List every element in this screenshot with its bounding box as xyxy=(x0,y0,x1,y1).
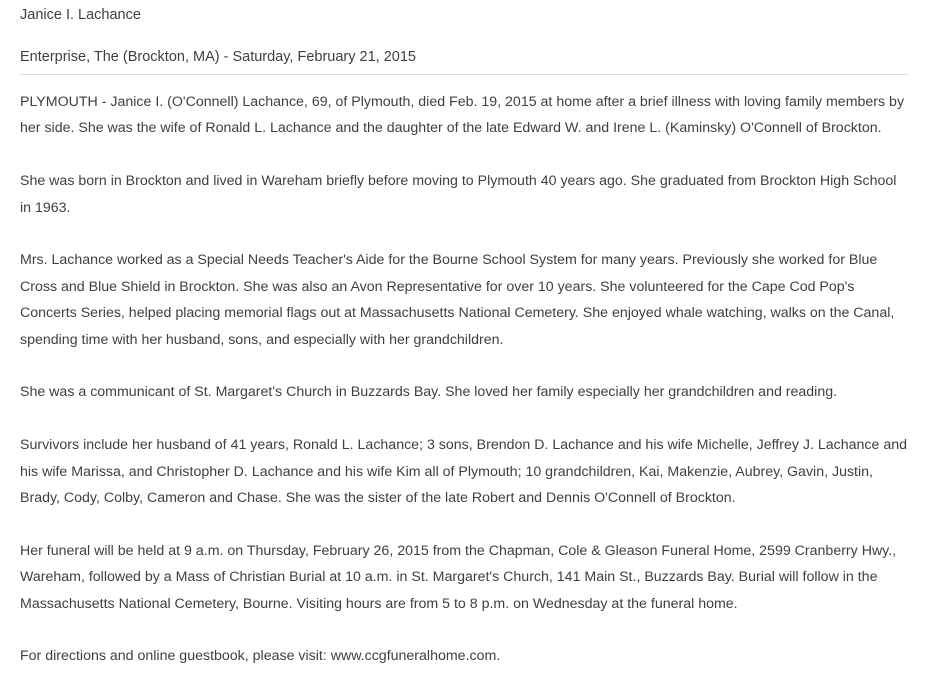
obituary-paragraph-3: Mrs. Lachance worked as a Special Needs Teacher's Aide for the Bourne School System for many years. Previously she worked for Blue Cross and Blue Shield in Brockton. She was also an Avon Representative for over 10 years. She volunteered for the Cape Cod Pop's Concerts Series, helped placing memorial flags out at Massachusetts National Cemetery. She enjoyed whale watching, walks on the Canal, spending time with her husband, sons, and especially with her grandchildren. xyxy=(20,252,895,348)
obituary-body xyxy=(20,89,910,696)
obituary-paragraph-5: Survivors include her husband of 41 years, Ronald L. Lachance; 3 sons, Brendon D. Lachance and his wife Michelle, Jeffrey J. Lachance and his wife Marissa, and Christopher D. Lachance and his wife Kim all of Plymouth; 10 grandchildren, Kai, Makenzie, Aubrey, Gavin, Justin, Brady, Cody, Colby, Cameron and Chase. She was the sister of the late Robert and Dennis O'Connell of Brockton. xyxy=(20,437,907,507)
obituary-paragraph-7: For directions and online guestbook, please visit: www.ccgfuneralhome.com. xyxy=(20,648,501,665)
publication-source-date: Enterprise, The (Brockton, MA) - Saturday, February 21, 2015 xyxy=(20,49,416,65)
header-divider xyxy=(20,74,908,75)
obituary-paragraph-6: Her funeral will be held at 9 a.m. on Thursday, February 26, 2015 from the Chapman, Cole & Gleason Funeral Home, 2599 Cranberry Hwy., Wareham, followed by a Mass of Christian Burial at 10 a.m. in St. Margaret's Church, 141 Main St., Buzzards Bay. Burial will follow in the Massachusetts National Cemetery, Bourne. Visiting hours are from 5 to 8 p.m. on Wednesday at the funeral home. xyxy=(20,542,897,612)
obituary-paragraph-4: She was a communicant of St. Margaret's Church in Buzzards Bay. She loved her family especially her grandchildren and reading. xyxy=(20,384,838,401)
obituary-paragraph-1: PLYMOUTH - Janice I. (O'Connell) Lachance, 69, of Plymouth, died Feb. 19, 2015 at home after a brief illness with loving family members by her side. She was the wife of Ronald L. Lachance and the daughter of the late Edward W. and Irene L. (Kaminsky) O'Connell of Brockton. xyxy=(20,94,905,137)
obituary-name: Janice I. Lachance xyxy=(20,7,141,23)
obituary-paragraph-2: She was born in Brockton and lived in Wareham briefly before moving to Plymouth 40 years ago. She graduated from Brockton High School in 1963. xyxy=(20,173,897,216)
